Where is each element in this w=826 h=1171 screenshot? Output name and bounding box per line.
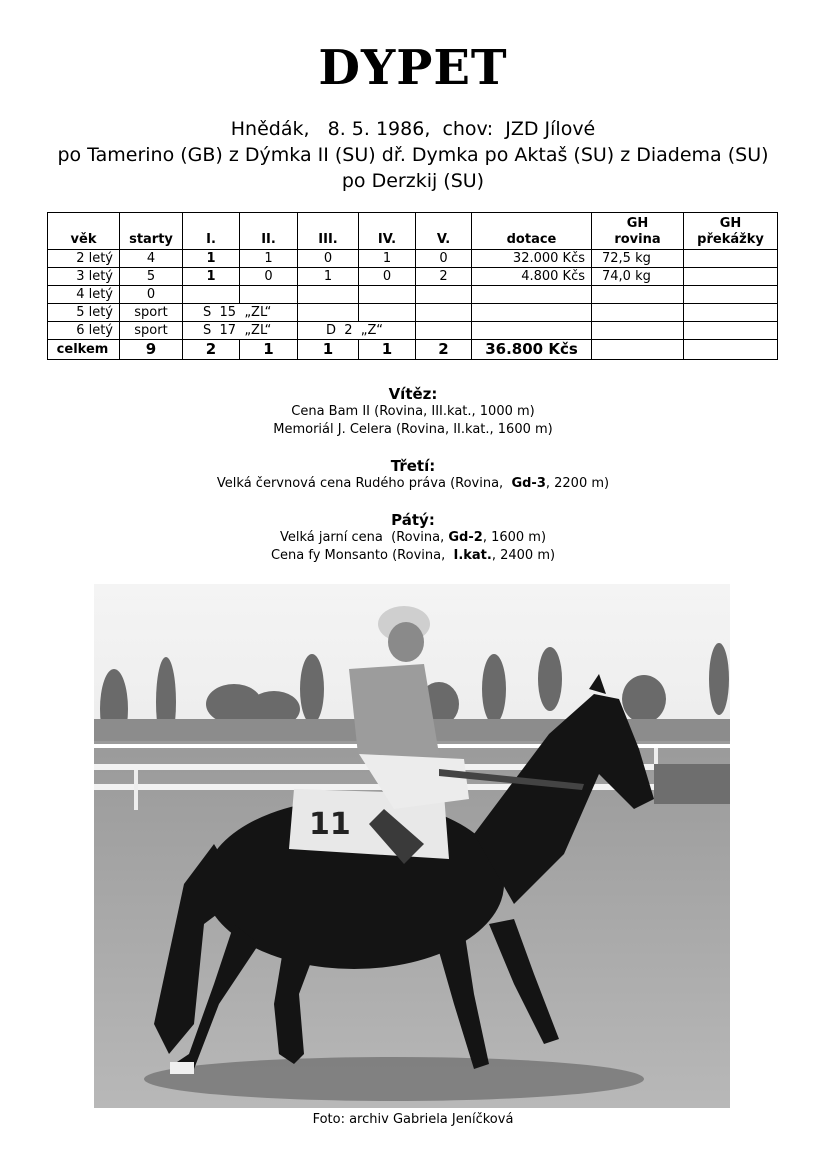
table-cell — [416, 286, 472, 304]
race-record-table — [47, 212, 778, 360]
pedigree-block — [0, 116, 826, 194]
table-cell — [416, 304, 472, 322]
header-cell: I. — [183, 213, 240, 250]
table-cell — [359, 286, 416, 304]
table-cell: 0 — [240, 268, 298, 286]
table-cell: sport — [120, 304, 183, 322]
table-cell — [298, 286, 359, 304]
result-line: Memoriál J. Celera (Rovina, II.kat., 1600 m) — [273, 422, 553, 437]
table-cell — [592, 304, 684, 322]
header-cell: GH překážky — [684, 213, 778, 250]
table-cell: 74,0 kg — [592, 268, 684, 286]
table-cell: sport — [120, 322, 183, 340]
table-header-row — [48, 213, 778, 250]
header-cell: II. — [240, 213, 298, 250]
table-cell: celkem — [48, 340, 120, 360]
table-row — [48, 286, 778, 304]
table-cell: 2 letý — [48, 250, 120, 268]
header-cell: starty — [120, 213, 183, 250]
horse-photo — [94, 584, 730, 1108]
table-cell — [472, 286, 592, 304]
table-cell: 5 letý — [48, 304, 120, 322]
fifth-heading: Pátý: — [391, 511, 435, 529]
table-cell: S 15 „ZL“ — [183, 304, 298, 322]
table-row — [48, 268, 778, 286]
table-cell — [240, 286, 298, 304]
table-cell: 36.800 Kčs — [472, 340, 592, 360]
pedigree-line-3: po Derzkij (SU) — [341, 170, 485, 192]
table-cell: 0 — [416, 250, 472, 268]
table-cell: 1 — [298, 268, 359, 286]
table-cell: 1 — [298, 340, 359, 360]
table-cell: 3 letý — [48, 268, 120, 286]
table-cell — [359, 304, 416, 322]
table-cell: 4 — [120, 250, 183, 268]
number-cloth-text: 11 — [309, 807, 351, 842]
table-cell: 32.000 Kčs — [472, 250, 592, 268]
header-cell: IV. — [359, 213, 416, 250]
pedigree-line-1: Hnědák, 8. 5. 1986, chov: JZD Jílové — [230, 118, 596, 140]
winner-heading: Vítěz: — [388, 385, 438, 403]
result-line: Cena Bam II (Rovina, III.kat., 1000 m) — [291, 404, 535, 419]
photo-caption: Foto: archiv Gabriela Jeníčková — [312, 1112, 514, 1127]
table-cell: 2 — [183, 340, 240, 360]
table-cell: 1 — [359, 250, 416, 268]
table-cell — [684, 340, 778, 360]
table-cell — [592, 322, 684, 340]
header-cell: GH rovina — [592, 213, 684, 250]
table-cell: 1 — [240, 340, 298, 360]
table-cell — [183, 286, 240, 304]
table-cell: D 2 „Z“ — [298, 322, 416, 340]
table-total-row — [48, 340, 778, 360]
table-cell — [592, 340, 684, 360]
table-cell: 2 — [416, 268, 472, 286]
header-cell: III. — [298, 213, 359, 250]
table-cell — [472, 322, 592, 340]
result-line: Velká červnová cena Rudého práva (Rovina, Gd-3, 2200 m) — [216, 476, 610, 491]
table-cell: 9 — [120, 340, 183, 360]
table-cell: 4 letý — [48, 286, 120, 304]
table-cell: 1 — [359, 340, 416, 360]
result-line: Velká jarní cena (Rovina, Gd-2, 1600 m) — [279, 530, 547, 545]
table-row — [48, 322, 778, 340]
table-cell — [684, 304, 778, 322]
table-cell: 6 letý — [48, 322, 120, 340]
table-cell: 5 — [120, 268, 183, 286]
pedigree-line-2: po Tamerino (GB) z Dýmka II (SU) dř. Dymka po Aktaš (SU) z Diadema (SU) — [57, 144, 769, 166]
table-cell — [684, 322, 778, 340]
table-cell: 1 — [183, 268, 240, 286]
third-heading: Třetí: — [390, 457, 436, 475]
table-cell — [472, 304, 592, 322]
table-cell — [416, 322, 472, 340]
table-row — [48, 304, 778, 322]
result-line: Cena fy Monsanto (Rovina, I.kat., 2400 m) — [270, 548, 556, 563]
table-cell: 1 — [183, 250, 240, 268]
horse-name-title: DYPET — [318, 40, 508, 96]
table-cell — [684, 268, 778, 286]
table-cell — [592, 286, 684, 304]
header-cell: věk — [48, 213, 120, 250]
table-cell — [298, 304, 359, 322]
table-cell: S 17 „ZL“ — [183, 322, 298, 340]
table-cell — [684, 250, 778, 268]
header-cell: V. — [416, 213, 472, 250]
table-cell: 4.800 Kčs — [472, 268, 592, 286]
table-cell: 0 — [359, 268, 416, 286]
table-cell: 0 — [298, 250, 359, 268]
table-row — [48, 250, 778, 268]
table-cell: 0 — [120, 286, 183, 304]
table-cell: 1 — [240, 250, 298, 268]
race-results — [0, 385, 826, 565]
table-cell: 2 — [416, 340, 472, 360]
header-cell: dotace — [472, 213, 592, 250]
table-cell: 72,5 kg — [592, 250, 684, 268]
table-cell — [684, 286, 778, 304]
